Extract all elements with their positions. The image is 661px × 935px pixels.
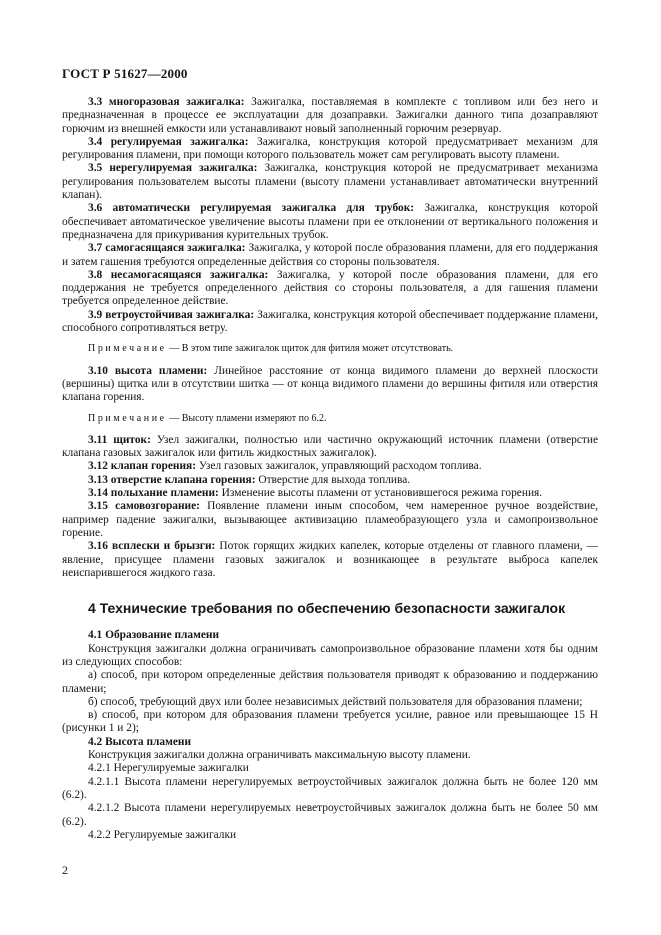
definition-3-4 bbox=[62, 136, 598, 163]
definition-3-3 bbox=[62, 96, 598, 136]
term: 3.5 нерегулируемая зажигалка: bbox=[88, 162, 258, 175]
list-item-c: в) способ, при котором для образования пламени требуется усилие, равное или превышающее 15 Н (рисунки 1 и 2); bbox=[62, 709, 598, 735]
definition-3-12 bbox=[62, 460, 598, 473]
section-4-heading: 4 Технические требования по обеспечению безопасности зажигалок bbox=[88, 600, 566, 617]
term: 3.14 полыхание пламени: bbox=[88, 487, 219, 500]
definition-text: Отверстие для выхода топлива. bbox=[255, 473, 411, 486]
term: 3.8 несамогасящаяся зажигалка: bbox=[88, 268, 269, 281]
definition-3-11 bbox=[62, 434, 598, 461]
definition-text: Зажигалка, конструкция которой не предусматривает механизма регулирования пользователем высоты пламени (высоту пламени устанавливает автоматически внутренний клапан). bbox=[62, 162, 599, 202]
definition-3-16 bbox=[62, 540, 598, 580]
definition-3-9 bbox=[62, 309, 598, 336]
page-number: 2 bbox=[62, 863, 68, 877]
clause-4-2-2: 4.2.2 Регулируемые зажигалки bbox=[88, 828, 237, 841]
list-item-b: б) способ, требующий двух или более независимых действий пользователя для образования пламени; bbox=[88, 695, 583, 708]
term: 3.4 регулируемая зажигалка: bbox=[88, 135, 249, 148]
term: 3.15 самовозгорание: bbox=[88, 500, 200, 513]
definition-text: Зажигалка, поставляемая в комплекте с топливом или без него и предназначенная в процессе ее эксплуатации для дозаправки. Зажигалки данного типа дозаправляют горючим из внешней емкости или устанавливают новый заполненный горючим резервуар. bbox=[62, 96, 598, 135]
definition-3-8 bbox=[62, 269, 598, 309]
paragraph: Конструкция зажигалки должна ограничивать максимальную высоту пламени. bbox=[88, 749, 471, 762]
term: 3.3 многоразовая зажигалка: bbox=[88, 96, 245, 108]
definition-text: Зажигалка, конструкция которой предусматривает механизм для регулирования пламени, при помощи которого пользователь может сам регулировать высоту пламени. bbox=[62, 135, 598, 162]
definition-3-14 bbox=[62, 487, 598, 500]
term: 3.13 отверстие клапана горения: bbox=[88, 473, 256, 486]
definition-text: Узел газовых зажигалок, управляющий расходом топлива. bbox=[196, 460, 482, 473]
note-2 bbox=[62, 412, 598, 425]
note-text: — В этом типе зажигалок щиток для фитиля может отсутствовать. bbox=[166, 343, 454, 355]
clause-4-2-1: 4.2.1 Нерегулируемые зажигалки bbox=[88, 762, 249, 775]
definition-text: Зажигалка, конструкция которой обеспечивает автоматическое увеличение высоты пламени при ее отклонении от вертикального положения и предназначена для прикуривания курительных трубок. bbox=[62, 202, 598, 241]
note-label: Примечание bbox=[88, 412, 167, 424]
definition-text: Появление пламени иным способом, чем намеренное ручное воздействие, например падение зажигалки, вызывающее активизацию пламеобразующего узла и самопроизвольное горение. bbox=[62, 500, 598, 539]
definition-3-7 bbox=[62, 242, 598, 269]
subsection-4-2-heading: 4.2 Высота пламени bbox=[88, 735, 192, 748]
definition-text: Зажигалка, у которой после образования пламени, для его поддержания не требуется определенного действия со стороны пользователя, а для гашения пламени требуется определенное действие. bbox=[62, 268, 598, 308]
definition-text: Зажигалка, конструкция которой обеспечивает поддержание пламени, способного сопротивляться ветру. bbox=[62, 308, 598, 335]
term: 3.11 щиток: bbox=[88, 433, 151, 446]
term: 3.9 ветроустойчивая зажигалка: bbox=[88, 308, 255, 321]
definition-3-10 bbox=[62, 365, 598, 405]
document-body bbox=[62, 96, 598, 842]
note-1 bbox=[62, 342, 598, 355]
definition-text: Зажигалка, у которой после образования пламени, для его поддержания и затем гашения требуются определенные действия со стороны пользователя. bbox=[62, 242, 598, 268]
definition-3-13 bbox=[62, 474, 598, 487]
definition-text: Изменение высоты пламени от установившегося режима горения. bbox=[218, 487, 543, 500]
definition-text: Линейное расстояние от конца видимого пламени до верхней плоскости (вершины) щитка или в отсутствии шитка — от конца видимого пламени до вершины фитиля или отверстия клапана горения. bbox=[62, 364, 598, 404]
subsection-4-1-heading: 4.1 Образование пламени bbox=[88, 629, 220, 642]
term: 3.7 самогасящаяся зажигалка: bbox=[88, 242, 246, 255]
definition-text: Узел зажигалки, полностью или частично окружающий источник пламени (отверстие клапана газовых зажигалок или фитиль жидкостных зажигалок). bbox=[62, 433, 599, 460]
clause-4-2-1-1: 4.2.1.1 Высота пламени нерегулируемых ветроустойчивых зажигалок должна быть не более 120 мм (6.2). bbox=[62, 775, 598, 801]
standard-header: ГОСТ Р 51627—2000 bbox=[62, 66, 188, 81]
term: 3.12 клапан горения: bbox=[88, 460, 197, 473]
term: 3.16 всплески и брызги: bbox=[88, 540, 216, 553]
clause-4-2-1-2: 4.2.1.2 Высота пламени нерегулируемых неветроустойчивых зажигалок должна быть не более 50 мм (6.2). bbox=[62, 802, 598, 828]
term: 3.10 высота пламени: bbox=[88, 364, 208, 377]
term: 3.6 автоматически регулируемая зажигалка для трубок: bbox=[88, 202, 415, 215]
definition-text: Поток горящих жидких капелек, которые отделены от главного пламени, — явление, присущее пламени газовых зажигалок и возникающее в результате выброса капелек неиспарившегося жидкого газа. bbox=[62, 540, 598, 579]
note-label: Примечание bbox=[88, 343, 167, 355]
definition-3-5 bbox=[62, 162, 598, 202]
note-text: — Высоту пламени измеряют по 6.2. bbox=[166, 412, 327, 424]
paragraph: Конструкция зажигалки должна ограничивать самопроизвольное образование пламени хотя бы одним из следующих способов: bbox=[62, 642, 598, 668]
definition-3-15 bbox=[62, 500, 598, 540]
definition-3-6 bbox=[62, 202, 598, 242]
list-item-a: а) способ, при котором определенные действия пользователя приводят к образованию и поддержанию пламени; bbox=[62, 669, 598, 695]
